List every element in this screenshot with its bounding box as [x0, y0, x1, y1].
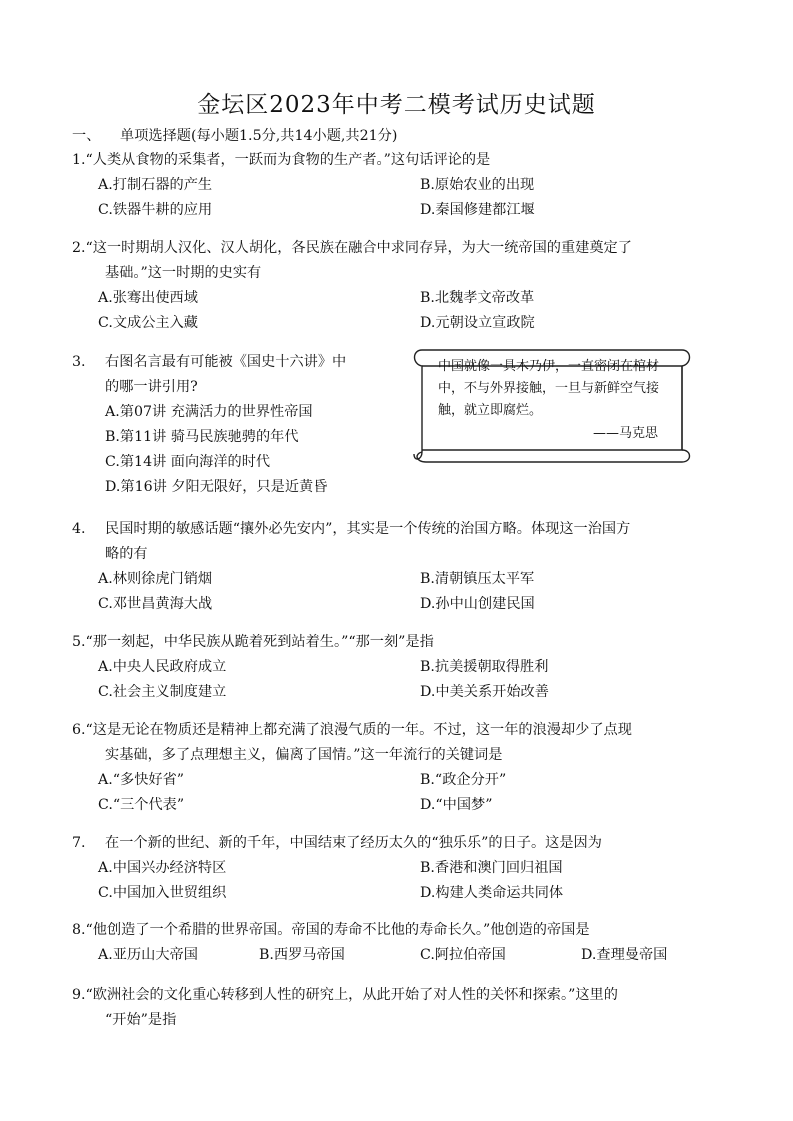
question-stem-continued: 实基础，多了点理想主义，偏离了国情。”这一年流行的关键词是: [105, 747, 503, 763]
option-a: A.中央人民政府成立: [98, 659, 227, 675]
option-d: D.构建人类命运共同体: [420, 885, 564, 901]
question-stem: 民国时期的敏感话题“攘外必先安内”，其实是一个传统的治国方略。体现这一治国方: [105, 521, 631, 537]
question-number: 4.: [72, 521, 86, 537]
question-stem-continued: “开始”是指: [105, 1012, 177, 1028]
option-d: D.秦国修建都江堰: [420, 202, 535, 218]
question-stem: 5.“那一刻起，中华民族从跪着死到站着生。”“那一刻”是指: [72, 634, 434, 650]
quote-text: 中国就像一具木乃伊，一直密闭在棺材中，不与外界接触，一旦与新鲜空气接触，就立即腐烂。: [438, 359, 660, 418]
option-c: C.社会主义制度建立: [98, 684, 227, 700]
option-a: A.林则徐虎门销烟: [98, 571, 213, 587]
quote-author: ——马克思: [592, 426, 658, 441]
option-a: A.张骞出使西域: [98, 290, 198, 306]
option-c: C.文成公主入藏: [98, 315, 198, 331]
option-b: B.香港和澳门回归祖国: [420, 860, 563, 876]
question-4: [72, 517, 727, 617]
option-b: B.原始农业的出现: [420, 177, 535, 193]
options: [72, 655, 727, 705]
option-a: A.亚历山大帝国: [98, 947, 198, 963]
option-c: C.中国加入世贸组织: [98, 885, 227, 901]
section-text: 单项选择题(每小题1.5分,共14小题,共21分): [120, 128, 398, 144]
option-c: C.铁器牛耕的应用: [98, 202, 213, 218]
option-a: A.打制石器的产生: [98, 177, 213, 193]
option-a: A.中国兴办经济特区: [98, 860, 227, 876]
option-b: B.北魏孝文帝改革: [420, 290, 535, 306]
option-b: B.第11讲 骑马民族驰骋的年代: [105, 429, 299, 445]
question-8: [72, 918, 727, 968]
option-d: D.第16讲 夕阳无限好，只是近黄昏: [105, 479, 328, 495]
option-b: B.抗美援朝取得胜利: [420, 659, 549, 675]
option-c: C.“三个代表”: [98, 797, 185, 813]
option-d: D.查理曼帝国: [581, 947, 668, 963]
option-d: D.“中国梦”: [420, 797, 493, 813]
options: [72, 173, 727, 223]
option-a: A.“多快好省”: [98, 772, 185, 788]
question-1: [72, 148, 727, 223]
option-c: C.邓世昌黄海大战: [98, 596, 213, 612]
option-c: C.第14讲 面向海洋的时代: [105, 454, 271, 470]
quote-scroll: [410, 340, 694, 464]
page-title: 金坛区2023年中考二模考试历史试题: [197, 92, 596, 118]
section-heading: [72, 125, 397, 145]
question-stem-line: [72, 517, 727, 542]
question-7: [72, 831, 727, 906]
question-number: 3.: [72, 354, 86, 370]
question-stem: 在一个新的世纪、新的千年，中国结束了经历太久的“独乐乐”的日子。这是因为: [105, 835, 602, 851]
question-stem: 9.“欧洲社会的文化重心转移到人性的研究上，从此开始了对人性的关怀和探索。”这里的: [72, 987, 618, 1003]
option-d: D.孙中山创建民国: [420, 596, 535, 612]
question-9: [72, 983, 727, 1033]
question-5: [72, 630, 727, 705]
question-stem-line: [72, 350, 392, 375]
option-d: D.中美关系开始改善: [420, 684, 549, 700]
question-stem: 1.“人类从食物的采集者，一跃而为食物的生产者。”这句话评论的是: [72, 152, 491, 168]
options: [72, 400, 392, 500]
options: [72, 768, 727, 818]
question-stem-continued: 略的有: [105, 546, 148, 562]
option-c: C.阿拉伯帝国: [420, 947, 506, 963]
option-d: D.元朝设立宣政院: [420, 315, 535, 331]
option-b: B.“政企分开”: [420, 772, 507, 788]
option-b: B.清朝镇压太平军: [420, 571, 535, 587]
question-6: [72, 718, 727, 818]
option-b: B.西罗马帝国: [259, 947, 345, 963]
question-stem-continued: 基础。”这一时期的史实有: [105, 265, 262, 281]
options: [72, 943, 727, 968]
question-stem: 8.“他创造了一个希腊的世界帝国。帝国的寿命不比他的寿命长久。”他创造的帝国是: [72, 922, 590, 938]
question-stem-continued: 的哪一讲引用?: [105, 379, 198, 395]
question-stem: 2.“这一时期胡人汉化、汉人胡化，各民族在融合中求同存异，为大一统帝国的重建奠定了: [72, 240, 632, 256]
question-stem: 右图名言最有可能被《国史十六讲》中: [105, 354, 347, 370]
question-2: [72, 236, 727, 336]
options: [72, 286, 727, 336]
question-number: 7.: [72, 835, 86, 851]
options: [72, 856, 727, 906]
options: [72, 567, 727, 617]
section-number: 一、: [72, 128, 101, 144]
question-3: [72, 350, 392, 500]
question-stem: 6.“这是无论在物质还是精神上都充满了浪漫气质的一年。不过，这一年的浪漫却少了点现: [72, 722, 632, 738]
question-stem-line: [72, 831, 727, 856]
option-a: A.第07讲 充满活力的世界性帝国: [105, 404, 313, 420]
